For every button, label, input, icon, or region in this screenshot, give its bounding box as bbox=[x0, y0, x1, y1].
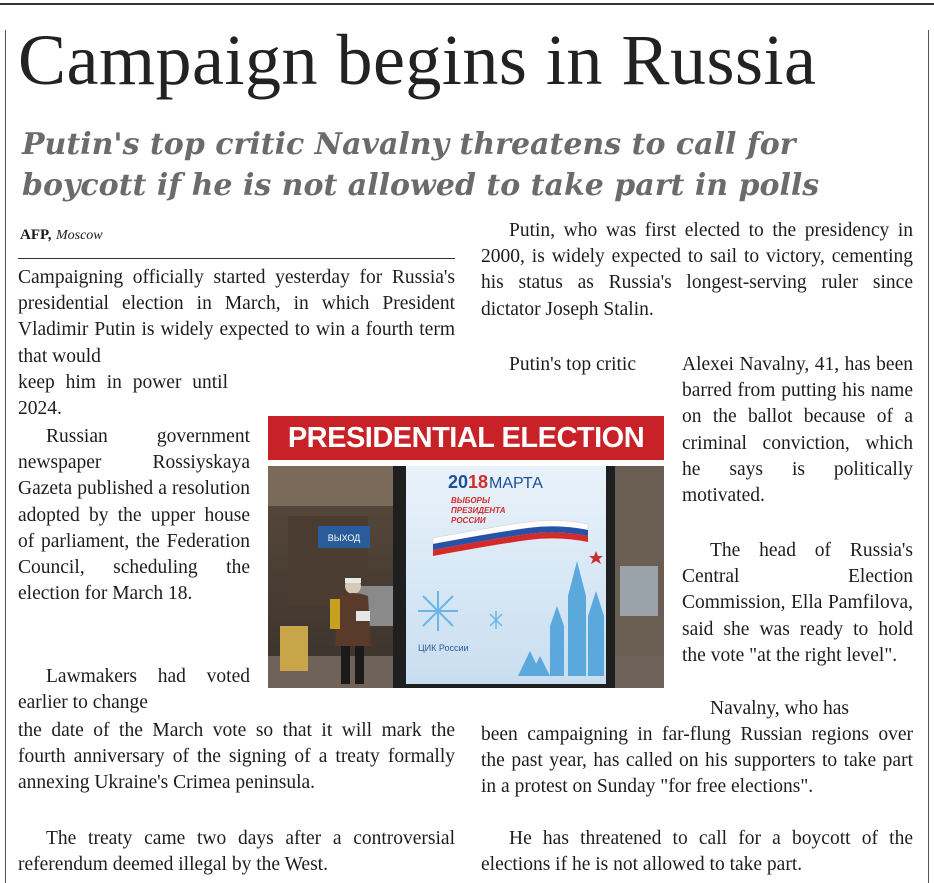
svg-text:ВЫХОД: ВЫХОД bbox=[327, 533, 361, 543]
photo-banner: PRESIDENTIAL ELECTION bbox=[268, 416, 664, 460]
subheadline: Putin's top critic Navalny threatens to call for boycott if he is not allowed to take part in polls bbox=[22, 127, 820, 203]
col2-paragraph-2: Putin's top critic bbox=[509, 354, 637, 375]
col2-paragraph-4-cont: been campaigning in far-flung Russian regions over the past year, has called on his supporters to take part in a protest on Sunday "for free elections". bbox=[481, 724, 913, 798]
col2-paragraph-5: He has threatened to call for a boycott of the elections if he is not allowed to take part. bbox=[481, 828, 913, 876]
svg-text:18: 18 bbox=[468, 472, 489, 492]
page-top-rule bbox=[0, 3, 934, 5]
col1-paragraph-3-cont: the date of the March vote so that it will mark the fourth anniversary of the signing of a treaty formally annexing Ukraine's Crimea peninsula. bbox=[18, 720, 455, 794]
col2-paragraph-3: The head of Russia's Central Election Commission, Ella Pamfilova, said she was ready to hold the vote "at the right level". bbox=[682, 540, 913, 666]
col1-paragraph-1-cont: keep him in power until 2024. bbox=[18, 372, 228, 420]
page-left-rule bbox=[5, 30, 6, 883]
headline: Campaign begins in Russia bbox=[18, 20, 817, 100]
svg-text:20: 20 bbox=[448, 472, 469, 492]
photo-image bbox=[268, 466, 664, 688]
byline bbox=[20, 227, 103, 244]
shopping-bag bbox=[280, 626, 308, 671]
snowflake-icon bbox=[418, 591, 458, 631]
col2-paragraph-2-cont: Alexei Navalny, 41, has been barred from putting his name on the ballot because of a criminal conviction, which he says is politically motivated. bbox=[682, 354, 913, 507]
col1-paragraph-1: Campaigning officially started yesterday for Russia's presidential election in March, in which President Vladimir Putin is widely expected to win a fourth term that would bbox=[18, 267, 455, 367]
article-photo bbox=[268, 416, 664, 688]
svg-text:МАРТА: МАРТА bbox=[489, 475, 543, 492]
byline-divider bbox=[18, 258, 455, 259]
col1-paragraph-4: The treaty came two days after a controversial referendum deemed illegal by the West. bbox=[18, 828, 455, 876]
col1-paragraph-2: Russian government newspaper Rossiyskaya Gazeta published a resolution adopted by the upper house of parliament, the Federation Council, scheduling the election for March 18. bbox=[18, 426, 250, 605]
svg-text:ПРЕЗИДЕНТА: ПРЕЗИДЕНТА bbox=[451, 506, 506, 515]
svg-text:ЦИК России: ЦИК России bbox=[418, 643, 469, 653]
col2-paragraph-1: Putin, who was first elected to the presidency in 2000, is widely expected to sail to victory, cementing his status as Russia's longest-serving ruler since dictator Joseph Stalin. bbox=[481, 220, 913, 320]
col1-paragraph-3: Lawmakers had voted earlier to change bbox=[18, 666, 250, 714]
svg-text:РОССИИ: РОССИИ bbox=[451, 516, 486, 525]
page-right-rule bbox=[928, 30, 929, 883]
col2-paragraph-4: Navalny, who has bbox=[710, 698, 849, 719]
byline-location: Moscow bbox=[55, 228, 103, 243]
byline-agency: AFP, bbox=[20, 227, 52, 243]
svg-text:ВЫБОРЫ: ВЫБОРЫ bbox=[451, 496, 490, 505]
